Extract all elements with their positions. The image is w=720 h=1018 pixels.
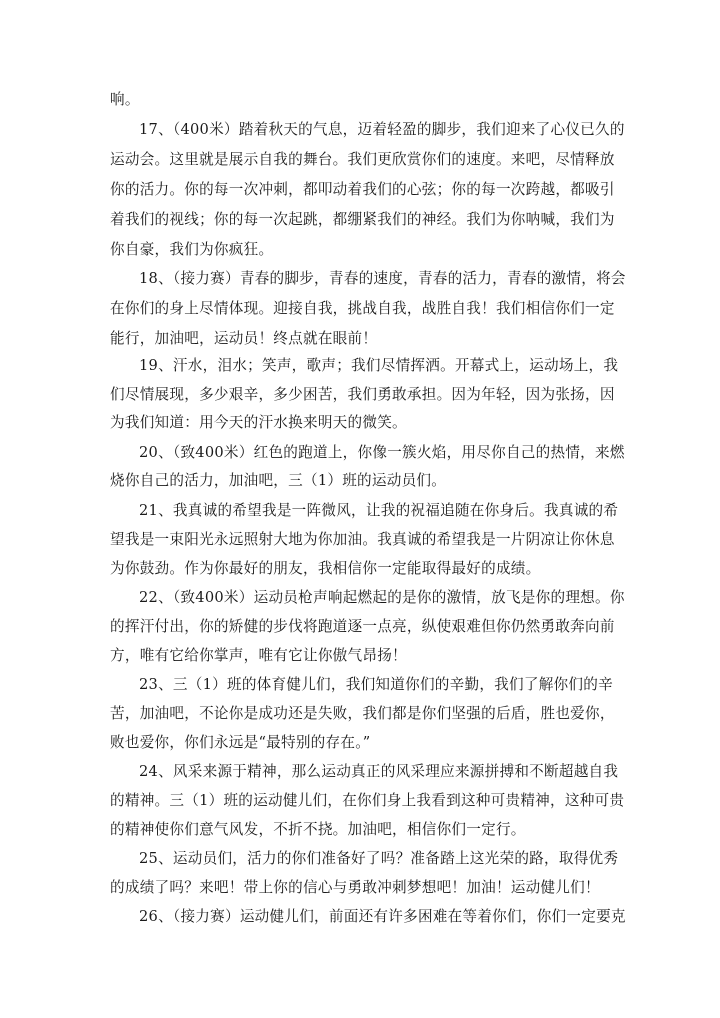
text-line: 你的活力。你的每一次冲刺，都叩动着我们的心弦；你的每一次跨越，都吸引	[110, 181, 615, 198]
paragraph-24-start: 24、风采来源于精神，那么运动真正的风采理应来源拼搏和不断超越自我	[139, 763, 619, 780]
paragraph-22-start: 22、（致400米）运动员枪声响起燃起的是你的激情，放飞是你的理想。你	[139, 589, 625, 606]
text-line: 为我们知道：用今天的汗水换来明天的微笑。	[110, 414, 407, 431]
paragraph-21-start: 21、我真诚的希望我是一阵微风，让我的祝福追随在你身后。我真诚的希	[139, 502, 619, 519]
text-line: 的精神。三（1）班的运动健儿们，在你们身上我看到这种可贵精神，这种可贵	[110, 792, 625, 809]
text-line: 的挥汗付出，你的矫健的步伐将跑道逐一点亮，纵使艰难但你仍然勇敢奔向前	[110, 618, 615, 635]
text-line: 你自豪，我们为你疯狂。	[110, 241, 274, 258]
paragraph-17-start: 17、（400米）踏着秋天的气息，迈着轻盈的脚步，我们迎来了心仪已久的	[139, 121, 625, 138]
text-line: 为你鼓劲。作为你最好的朋友，我相信你一定能取得最好的成绩。	[110, 560, 541, 577]
text-line: 苦，加油吧，不论你是成功还是失败，我们都是你们坚强的后盾，胜也爱你，	[110, 705, 615, 722]
text-line: 响。	[110, 91, 140, 108]
paragraph-23-start: 23、三（1）班的体育健儿们，我们知道你们的辛勤，我们了解你们的辛	[139, 676, 613, 693]
text-line: 烧你自己的活力，加油吧，三（1）班的运动员们。	[110, 472, 447, 489]
paragraph-20-start: 20、（致400米）红色的跑道上，你像一簇火焰，用尽你自己的热情，来燃	[139, 444, 625, 461]
text-line: 运动会。这里就是展示自我的舞台。我们更欣赏你们的速度。来吧，尽情释放	[110, 151, 615, 168]
text-line: 着我们的视线；你的每一次起跳，都绷紧我们的神经。我们为你呐喊，我们为	[110, 211, 615, 228]
text-line: 的精神使你们意气风发，不折不挠。加油吧，相信你们一定行。	[110, 821, 526, 838]
paragraph-18-start: 18、（接力赛）青春的脚步，青春的速度，青春的活力，青春的激情，将会	[139, 270, 626, 287]
text-line: 在你们的身上尽情体现。迎接自我，挑战自我，战胜自我！我们相信你们一定	[110, 300, 615, 317]
paragraph-19-start: 19、汗水，泪水；笑声，歌声；我们尽情挥洒。开幕式上，运动场上，我	[139, 357, 619, 374]
text-line: 们尽情展现，多少艰辛，多少困苦，我们勇敢承担。因为年轻，因为张扬，因	[110, 386, 615, 403]
text-line: 的成绩了吗？来吧！带上你的信心与勇敢冲刺梦想吧！加油！运动健儿们！	[110, 879, 600, 896]
paragraph-26-start: 26、（接力赛）运动健儿们，前面还有许多困难在等着你们，你们一定要克	[139, 908, 626, 925]
paragraph-25-start: 25、运动员们，活力的你们准备好了吗？准备踏上这光荣的路，取得优秀	[139, 850, 619, 867]
text-line: 望我是一束阳光永远照射大地为你加油。我真诚的希望我是一片阴凉让你休息	[110, 531, 615, 548]
text-line: 能行，加油吧，运动员！终点就在眼前！	[110, 330, 378, 347]
text-line: 败也爱你，你们永远是“最特别的存在。”	[110, 734, 371, 751]
text-line: 方，唯有它给你掌声，唯有它让你傲气昂扬！	[110, 647, 407, 664]
